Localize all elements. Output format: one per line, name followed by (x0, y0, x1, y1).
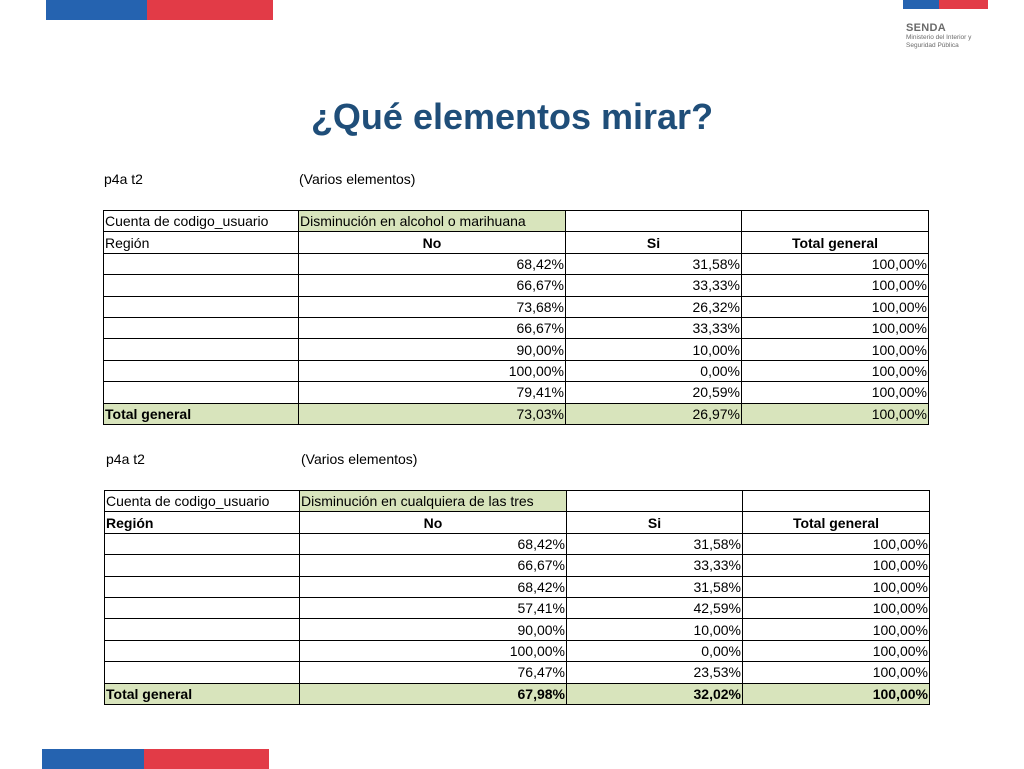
empty-header-cell (743, 491, 930, 512)
col-header-no: No (300, 512, 567, 533)
value-no: 66,67% (300, 555, 567, 576)
region-cell (104, 275, 299, 296)
filter-label: p4a t2 (104, 171, 143, 187)
value-si: 0,00% (566, 360, 742, 381)
value-no: 73,68% (299, 296, 566, 317)
value-no: 68,42% (300, 576, 567, 597)
filter-value: (Varios elementos) (301, 451, 418, 467)
total-no: 67,98% (300, 683, 567, 704)
value-no: 68,42% (299, 253, 566, 274)
total-general: 100,00% (743, 683, 930, 704)
col-header-no: No (299, 232, 566, 253)
col-header-si: Si (567, 512, 743, 533)
value-si: 0,00% (567, 640, 743, 661)
value-no: 66,67% (299, 317, 566, 338)
logo-red-bar (939, 0, 988, 9)
value-no: 76,47% (300, 662, 567, 683)
page-title: ¿Qué elementos mirar? (310, 96, 714, 137)
value-total: 100,00% (742, 253, 929, 274)
value-total: 100,00% (742, 317, 929, 338)
region-cell (104, 382, 299, 403)
table-row (104, 317, 929, 338)
column-header-row (105, 512, 930, 533)
count-label: Cuenta de codigo_usuario (104, 211, 299, 232)
value-total: 100,00% (743, 576, 930, 597)
total-si: 32,02% (567, 683, 743, 704)
logo-name: SENDA (906, 22, 947, 34)
value-no: 68,42% (300, 533, 567, 554)
value-no: 66,67% (299, 275, 566, 296)
value-si: 31,58% (567, 533, 743, 554)
table-row (104, 339, 929, 360)
value-total: 100,00% (743, 597, 930, 618)
table-row (105, 662, 930, 683)
bottom-blue-bar (42, 749, 144, 769)
filter-label: p4a t2 (106, 451, 145, 467)
region-cell (104, 360, 299, 381)
total-general: 100,00% (742, 403, 929, 424)
value-si: 10,00% (566, 339, 742, 360)
table-row (104, 382, 929, 403)
col-header-total: Total general (743, 512, 930, 533)
region-cell (105, 640, 300, 661)
table-row (104, 275, 929, 296)
logo-blue-bar (903, 0, 939, 9)
pivot-field: Disminución en cualquiera de las tres (300, 491, 567, 512)
table-row (105, 640, 930, 661)
table-row (105, 597, 930, 618)
value-no: 90,00% (300, 619, 567, 640)
value-total: 100,00% (743, 533, 930, 554)
table-row (104, 253, 929, 274)
value-si: 23,53% (567, 662, 743, 683)
value-total: 100,00% (743, 640, 930, 661)
region-cell (105, 597, 300, 618)
region-cell (105, 662, 300, 683)
region-cell (104, 253, 299, 274)
col-header-si: Si (566, 232, 742, 253)
value-si: 33,33% (566, 317, 742, 338)
value-total: 100,00% (743, 555, 930, 576)
value-total: 100,00% (742, 275, 929, 296)
value-si: 33,33% (566, 275, 742, 296)
region-cell (105, 555, 300, 576)
value-total: 100,00% (742, 382, 929, 403)
region-cell (104, 317, 299, 338)
value-total: 100,00% (743, 619, 930, 640)
value-no: 79,41% (299, 382, 566, 403)
region-cell (105, 576, 300, 597)
value-si: 31,58% (566, 253, 742, 274)
top-red-bar (147, 0, 273, 20)
value-no: 57,41% (300, 597, 567, 618)
region-cell (105, 533, 300, 554)
top-blue-bar (46, 0, 147, 20)
table-row (105, 555, 930, 576)
table-row (104, 360, 929, 381)
value-si: 26,32% (566, 296, 742, 317)
table-row (105, 619, 930, 640)
region-cell (104, 339, 299, 360)
value-si: 33,33% (567, 555, 743, 576)
value-no: 100,00% (300, 640, 567, 661)
value-total: 100,00% (742, 339, 929, 360)
value-total: 100,00% (742, 360, 929, 381)
total-row (104, 403, 929, 424)
total-label: Total general (105, 683, 300, 704)
total-si: 26,97% (566, 403, 742, 424)
total-no: 73,03% (299, 403, 566, 424)
row-header: Región (105, 512, 300, 533)
filter-value: (Varios elementos) (299, 171, 416, 187)
count-label: Cuenta de codigo_usuario (105, 491, 300, 512)
bottom-red-bar (144, 749, 269, 769)
table-row (105, 576, 930, 597)
table-row (105, 533, 930, 554)
region-cell (105, 619, 300, 640)
value-si: 42,59% (567, 597, 743, 618)
value-si: 10,00% (567, 619, 743, 640)
region-cell (104, 296, 299, 317)
value-si: 20,59% (566, 382, 742, 403)
empty-header-cell (567, 491, 743, 512)
table-header-row (105, 491, 930, 512)
empty-header-cell (742, 211, 929, 232)
table-header-row (104, 211, 929, 232)
pivot-field: Disminución en alcohol o marihuana (299, 211, 566, 232)
total-row (105, 683, 930, 704)
value-total: 100,00% (742, 296, 929, 317)
row-header: Región (104, 232, 299, 253)
col-header-total: Total general (742, 232, 929, 253)
total-label: Total general (104, 403, 299, 424)
pivot-table-alcohol-marihuana (103, 210, 929, 425)
value-no: 90,00% (299, 339, 566, 360)
value-total: 100,00% (743, 662, 930, 683)
pivot-table-cualquiera-tres (104, 490, 930, 705)
value-no: 100,00% (299, 360, 566, 381)
column-header-row (104, 232, 929, 253)
logo-subtitle: Ministerio del Interior y Seguridad Pública (906, 34, 972, 49)
empty-header-cell (566, 211, 742, 232)
table-row (104, 296, 929, 317)
senda-logo (906, 22, 986, 50)
value-si: 31,58% (567, 576, 743, 597)
